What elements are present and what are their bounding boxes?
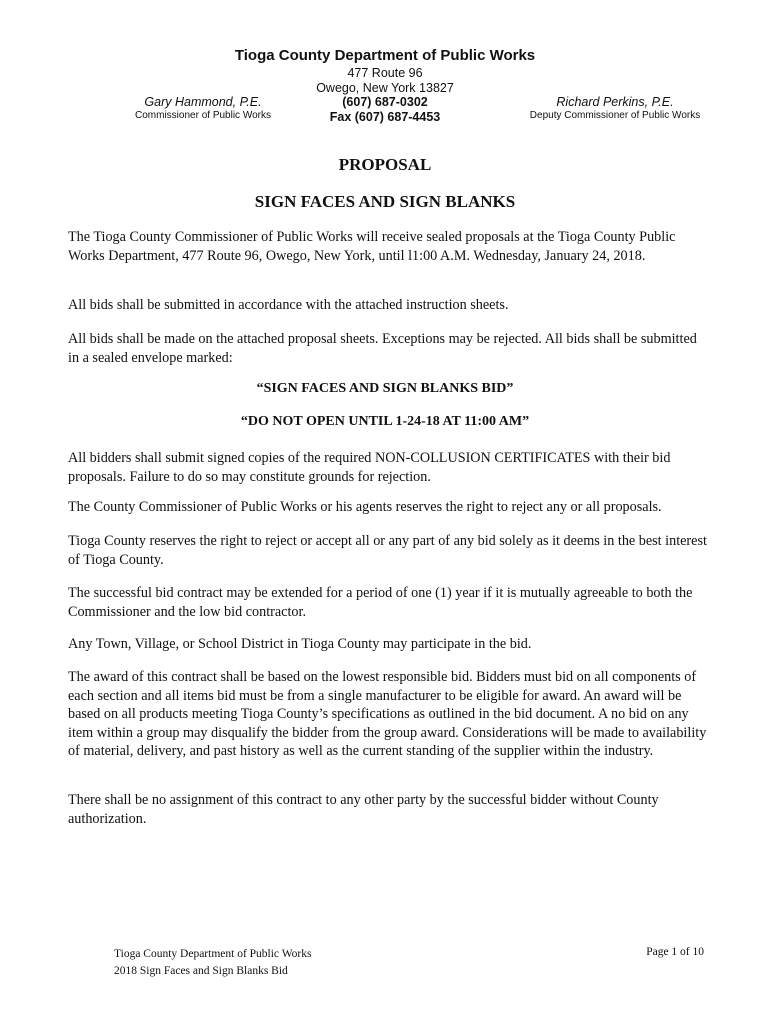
address-line-2: Owego, New York 13827 bbox=[316, 81, 454, 95]
commissioner-name: Gary Hammond, P.E. bbox=[144, 95, 262, 109]
page-number: Page 1 of 10 bbox=[646, 946, 704, 958]
address-line-1: 477 Route 96 bbox=[347, 66, 423, 80]
paragraph-reject-right: The County Commissioner of Public Works or his agents reserves the right to reject any or all proposals. bbox=[68, 499, 662, 515]
envelope-marking-1: “SIGN FACES AND SIGN BLANKS BID” bbox=[256, 381, 514, 396]
organization-title: Tioga County Department of Public Works bbox=[234, 47, 536, 64]
deputy-commissioner-title: Deputy Commissioner of Public Works bbox=[529, 110, 701, 121]
paragraph-accept-reject: Tioga County reserves the right to reject or accept all or any part of any bid solely as it deems in the best interest of Tioga County. bbox=[68, 533, 707, 568]
fax-number: Fax (607) 687-4453 bbox=[329, 110, 441, 124]
paragraph-deadline: The Tioga County Commissioner of Public Works will receive sealed proposals at the Tioga County Public Works Department, 477 Route 96, Owego, New York, until l1:00 A.M. Wednesday, January 24, 2018. bbox=[68, 229, 676, 264]
paragraph-assignment: There shall be no assignment of this contract to any other party by the successful bidder without County authorization. bbox=[68, 792, 659, 827]
envelope-marking-2: “DO NOT OPEN UNTIL 1-24-18 AT 11:00 AM” bbox=[240, 414, 530, 429]
paragraph-extension: The successful bid contract may be extended for a period of one (1) year if it is mutually agreeable to both the Commissioner and the low bid contractor. bbox=[68, 585, 693, 620]
phone-number: (607) 687-0302 bbox=[342, 95, 428, 109]
commissioner-title: Commissioner of Public Works bbox=[135, 110, 271, 121]
footer-organization: Tioga County Department of Public Works bbox=[114, 948, 312, 960]
paragraph-award: The award of this contract shall be based on the lowest responsible bid. Bidders must bid on all components of each section and all items bid must be from a single manufacturer to be eligible for award. An award will be based on all products meeting Tioga County’s specifications as outlined in the bid document. A no bid on any item within a group may disqualify the bidder from the group award. Considerations will be made to availability of material, delivery, and past history as well as the current standing of the supplier within the industry. bbox=[68, 669, 707, 759]
footer-bid-title: 2018 Sign Faces and Sign Blanks Bid bbox=[114, 965, 288, 977]
paragraph-instructions: All bids shall be submitted in accordance with the attached instruction sheets. bbox=[68, 297, 509, 313]
document-heading: PROPOSAL bbox=[338, 155, 432, 174]
paragraph-non-collusion: All bidders shall submit signed copies of the required NON-COLLUSION CERTIFICATES with their bid proposals. Failure to do so may constitute grounds for rejection. bbox=[68, 450, 671, 485]
paragraph-participation: Any Town, Village, or School District in Tioga County may participate in the bid. bbox=[68, 636, 532, 652]
document-subheading: SIGN FACES AND SIGN BLANKS bbox=[254, 192, 516, 211]
deputy-commissioner-name: Richard Perkins, P.E. bbox=[556, 95, 674, 109]
paragraph-proposal-sheets: All bids shall be made on the attached proposal sheets. Exceptions may be rejected. All bids shall be submitted in a sealed envelope marked: bbox=[68, 331, 697, 366]
